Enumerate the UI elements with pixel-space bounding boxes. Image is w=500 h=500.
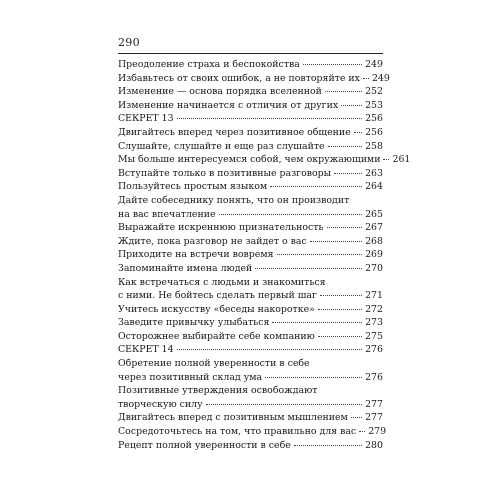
toc-entry-title-line: Дайте собеседнику понять, что он производит xyxy=(118,194,350,206)
toc-entry-page: 280 xyxy=(365,439,383,451)
toc-entry-title: Выражайте искреннюю признательность xyxy=(118,222,324,234)
toc-entry-title: с ними. Не бойтесь сделать первый шаг xyxy=(118,290,317,302)
dot-leader xyxy=(320,295,362,296)
toc-entry-page: 277 xyxy=(365,398,383,410)
toc-entry-title: Ждите, пока разговор не зайдет о вас xyxy=(118,235,307,247)
toc-entry-title: творческую силу xyxy=(118,398,203,410)
toc-entry-page: 249 xyxy=(365,59,383,70)
dot-leader xyxy=(277,254,363,255)
toc-entry xyxy=(118,180,383,194)
toc-entry xyxy=(118,425,387,439)
toc-entry-page: 273 xyxy=(365,317,383,329)
toc-entry xyxy=(118,411,383,425)
toc-entry-page: 269 xyxy=(365,249,383,261)
toc-entry-title: СЕКРЕТ 14 xyxy=(118,344,174,356)
toc-entry xyxy=(118,398,383,412)
toc-entry-page: 261 xyxy=(392,154,411,166)
toc-entry xyxy=(118,153,411,167)
toc-entry-page: 258 xyxy=(365,140,383,152)
toc-entry-title: Рецепт полной уверенности в себе xyxy=(118,439,291,451)
dot-leader xyxy=(272,322,362,323)
toc-entry xyxy=(118,330,383,344)
toc-entry-title: Преодоление страха и беспокойства xyxy=(118,59,300,70)
page-number: 290 xyxy=(118,36,140,49)
toc-entry-title: Двигайтесь вперед с позитивным мышлением xyxy=(118,412,348,424)
toc-entry-page: 276 xyxy=(365,344,383,356)
dot-leader xyxy=(303,64,362,65)
toc-entry-title-line: Позитивные утверждения освобождают xyxy=(118,385,318,397)
dot-leader xyxy=(363,78,369,79)
toc-entry xyxy=(118,167,383,181)
dot-leader xyxy=(270,186,362,187)
toc-entry-page: 264 xyxy=(365,181,383,193)
toc-entry-title: СЕКРЕТ 13 xyxy=(118,113,174,125)
dot-leader xyxy=(318,309,362,310)
toc-entry-page: 275 xyxy=(365,330,383,342)
toc-entry xyxy=(118,303,383,317)
dot-leader xyxy=(334,173,362,174)
toc-entry-title: Приходите на встречи вовремя xyxy=(118,249,274,261)
toc-entry xyxy=(118,140,383,154)
dot-leader xyxy=(351,417,362,418)
toc-entry-title: на вас впечатление xyxy=(118,208,216,220)
dot-leader xyxy=(383,159,389,160)
toc-entry-title: Избавьтесь от своих ошибок, а не повторяйте их xyxy=(118,72,360,84)
toc-entry xyxy=(118,343,383,357)
toc-entry-title-line: Как встречаться с людьми и знакомиться xyxy=(118,276,326,288)
dot-leader xyxy=(327,227,363,228)
header-rule xyxy=(118,53,383,54)
toc-entry xyxy=(118,316,383,330)
toc-entry xyxy=(118,371,383,385)
toc-entry-page: 256 xyxy=(365,113,383,125)
dot-leader xyxy=(255,268,362,269)
toc-entry xyxy=(118,221,383,235)
toc-entry-page: 272 xyxy=(365,303,383,315)
toc-entry-title: Двигайтесь вперед через позитивное общение xyxy=(118,126,351,138)
table-of-contents xyxy=(118,58,411,452)
toc-entry-page: 277 xyxy=(365,412,383,424)
toc-entry-page: 263 xyxy=(365,167,383,179)
toc-entry-page: 249 xyxy=(371,72,390,84)
toc-entry xyxy=(118,126,383,140)
dot-leader xyxy=(325,91,362,92)
toc-entry-page: 270 xyxy=(365,262,383,274)
toc-entry xyxy=(118,99,383,113)
toc-entry-title: Сосредоточьтесь на том, что правильно для вас xyxy=(118,426,357,438)
dot-leader xyxy=(177,118,363,119)
toc-entry xyxy=(118,289,383,303)
toc-entry-title: Осторожнее выбирайте себе компанию xyxy=(118,330,315,342)
toc-entry-title: через позитивный склад ума xyxy=(118,371,263,383)
toc-entry xyxy=(118,208,383,222)
dot-leader xyxy=(177,349,363,350)
toc-entry-title: Изменение — основа порядка вселенной xyxy=(118,86,322,98)
dot-leader xyxy=(265,377,362,378)
toc-entry-title: Запоминайте имена людей xyxy=(118,262,253,274)
dot-leader xyxy=(294,445,362,446)
toc-entry-title: Изменение начинается с отличия от других xyxy=(118,99,339,111)
toc-entry-page: 265 xyxy=(365,208,383,220)
dot-leader xyxy=(219,214,363,215)
dot-leader xyxy=(318,336,362,337)
toc-entry-page: 279 xyxy=(368,426,387,438)
toc-entry-title: Слушайте, слушайте и еще раз слушайте xyxy=(118,140,325,152)
toc-entry-title: Пользуйтесь простым языком xyxy=(118,181,268,193)
toc-entry-title: Мы больше интересуемся собой, чем окружающими xyxy=(118,154,381,166)
toc-entry xyxy=(118,85,383,99)
toc-entry-title: Учитесь искусству «беседы накоротке» xyxy=(118,303,315,315)
toc-entry xyxy=(118,235,383,249)
toc-entry-page: 252 xyxy=(365,86,383,98)
toc-entry-title: Вступайте только в позитивные разговоры xyxy=(118,167,332,179)
toc-entry xyxy=(118,72,390,86)
dot-leader xyxy=(354,132,362,133)
toc-entry-page: 276 xyxy=(365,371,383,383)
toc-entry xyxy=(118,112,383,126)
toc-entry xyxy=(118,439,383,453)
dot-leader xyxy=(341,105,362,106)
toc-entry xyxy=(118,262,383,276)
dot-leader xyxy=(310,241,362,242)
toc-entry-page: 256 xyxy=(365,126,383,138)
toc-entry-page: 253 xyxy=(365,99,383,111)
dot-leader xyxy=(328,146,362,147)
toc-entry-page: 268 xyxy=(365,235,383,247)
toc-entry-title-line: Обретение полной уверенности в себе xyxy=(118,358,310,370)
dot-leader xyxy=(359,431,365,432)
toc-entry xyxy=(118,58,383,72)
toc-entry-page: 271 xyxy=(365,290,383,302)
toc-entry-page: 267 xyxy=(365,222,383,234)
dot-leader xyxy=(206,404,362,405)
toc-entry xyxy=(118,248,383,262)
toc-entry-title: Заведите привычку улыбаться xyxy=(118,317,270,329)
